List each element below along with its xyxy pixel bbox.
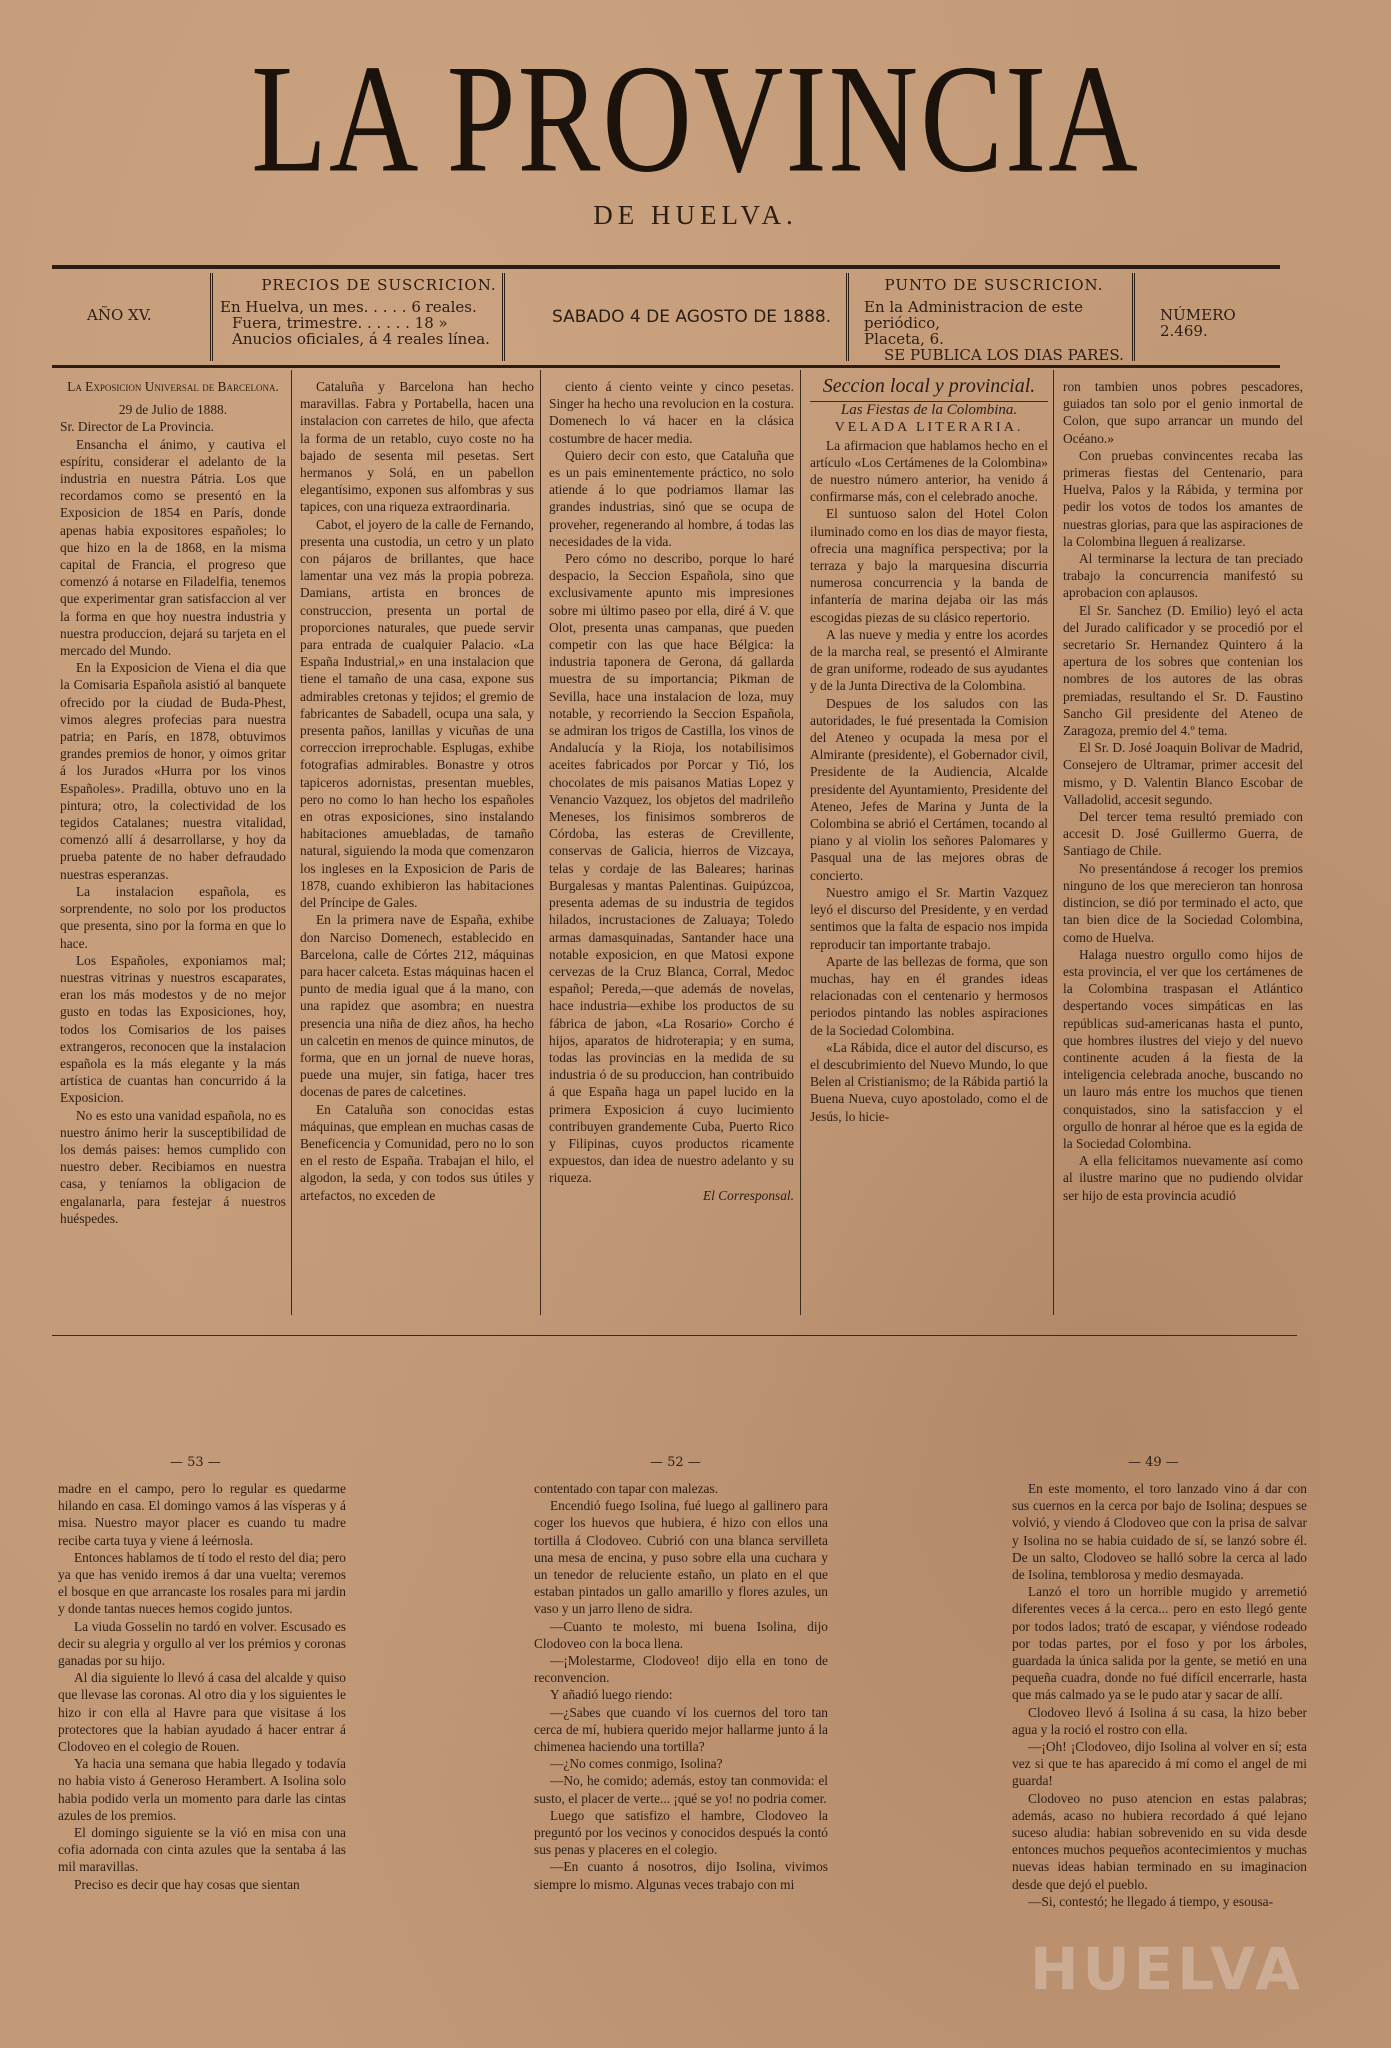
paragraph: Del tercer tema resultó premiado con accesit D. José Guillermo Guerra, de Santiago de Chile. bbox=[1063, 809, 1303, 859]
paragraph: Ensancha el ánimo, y cautiva el espíritu, considerar el adelanto de la industria en nuestra Pátria. Los que recordamos como se presentó en la Exposicion de 1854 en París, donde apenas habia expositores españoles; lo que hizo en la de 1868, en la misma capital de Francia, el progreso que comenzó á notarse en Filadelfia, tenemos que experimentar gran satisfaccion al ver la forma en que hoy nuestra industria y nuestra produccion, dejará su tarjeta en el mercado del Mundo. bbox=[60, 436, 286, 659]
paragraph: A ella felicitamos nuevamente así como al ilustre marino que no pudiendo olvidar ser hijo de esta provincia acudió bbox=[1063, 1153, 1303, 1203]
prices-line: Fuera, trimestre. . . . . . 18 » bbox=[232, 314, 448, 332]
signature: El Corresponsal. bbox=[702, 1187, 794, 1203]
paragraph: La afirmacion que hablamos hecho en el artículo «Los Certámenes de la Colombina» de nuestro número anterior, ha venido á confirmarse más, con el celebrado anoche. bbox=[810, 437, 1048, 505]
point-line: Placeta, 6. bbox=[864, 330, 944, 348]
paragraph: Al dia siguiente lo llevó á casa del alcalde y quiso que llevase las coronas. Al otro dia y los siguientes le hizo ir con ella al Havre para que visitase á los protectores que la habian ayudado á hacer entrar á Clodoveo en el colegio de Rouen. bbox=[58, 1670, 346, 1755]
newspaper-title: LA PROVINCIA bbox=[251, 33, 1140, 205]
paragraph: contentado con tapar con malezas. bbox=[534, 1481, 719, 1496]
paragraph: Cataluña y Barcelona han hecho maravillas. Fabra y Portabella, hacen una instalacion con carretes de hilo, que afecta la forma de un retablo, cuyo coste no ha bajado de sesenta mil pesetas. Sert hermanos y Solá, en un pabellon elegantísimo, exponen sus alfombras y sus tapices, con una riqueza extraordinaria. bbox=[300, 379, 534, 515]
paragraph: —¿No comes conmigo, Isolina? bbox=[550, 1756, 723, 1772]
section-rule bbox=[52, 1335, 1297, 1336]
paragraph: Preciso es decir que hay cosas que sientan bbox=[74, 1876, 300, 1892]
paragraph: Despues de los saludos con las autoridades, le fué presentada la Comision del Ateneo y ocupada la mesa por el Almirante (presidente), el Gobernador civil, Presidente de la Audiencia, Alcalde presidente del Ayuntamiento, Presidente del Ateneo, Jefes de Marina y Junta de la Colombina se abrió el Certámen, tocando al piano y al violin los señores Palomares y Pasqual una de las mejores obras de concierto. bbox=[810, 695, 1048, 883]
divider bbox=[210, 273, 213, 361]
paragraph: Pero cómo no describo, porque lo haré despacio, la Seccion Española, sino que exclusivamente apunto mis impresiones sobre mi último paseo por ella, diré á V. que Olot, presenta unas campanas, que pueden competir con las que hace Bélgica: la industria taponera de Gerona, dá gallarda muestra de su importancia; Pikman de Sevilla, hace una instalacion de loza, muy notable, y recorriendo la Seccion Española, se admiran los trigos de Castilla, los vinos de Andalucía y la Rioja, los notabilisimos aceites fabricados por Porcar y Tió, los chocolates de mis paisanos Matias Lopez y Venancio Vazquez, los objetos del madrileño Meneses, los finisimos sombreros de Córdoba, las esteras de Crevillente, conservas de Galicia, hierros de Vizcaya, telas y cordaje de las Baleares; harinas Burgalesas y mantas Palentinas. Guipúzcoa, presenta ademas de su industria de tegidos hilados, incrustaciones de Zaluaya; Toledo armas damasquinadas, Santander hace una notable exposicion, en que Matosi expone cervezas de la Cruz Blanca, Corral, Medoc español; Pereda,—que además de novelas, hace industria—exhibe los productos de su fábrica de jabon, «La Rosario» Corcho é hijos, aparatos de hidroterapia; y en suma, todas las provincias en la medida de su industria ó de su produccion, han contribuido á que España haga un papel lucido en la primera Exposicion á cuyo lucimiento contribuyen grandemente Cuba, Puerto Rico y Filipinas, cuyos productos ricamente expuestos, dan idea de nuestro adelanto y su riqueza. bbox=[549, 551, 794, 1186]
paragraph: Lanzó el toro un horrible mugido y arremetió diferentes veces á la cerca... pero en esto llegó gente por todos lados; trató de escapar, y viéndose rodeado por todas partes, por el foso y por los árboles, guardada la única salida por la gente, se metió en una pequeña cuadra, donde no fué difícil encerrarle, hasta que más calmado ya se le pudo atar y sacar de allí. bbox=[1012, 1584, 1307, 1703]
column-rule bbox=[800, 370, 801, 1315]
article-heading: La Exposicion Universal de Barcelona. bbox=[67, 379, 279, 394]
info-bar bbox=[52, 265, 1280, 368]
paragraph: Luego que satisfizo el hambre, Clodoveo la preguntó por los vecinos y conocidos después la contó sus penas y placeres en el colegio. bbox=[534, 1807, 828, 1858]
serial-column-3 bbox=[1012, 1480, 1307, 1980]
paragraph: La instalacion española, es sorprendente, no solo por los productos que presenta, sino por la forma en que lo hace. bbox=[60, 883, 286, 951]
paragraph: Y añadió luego riendo: bbox=[550, 1687, 673, 1703]
point-heading: PUNTO DE SUSCRICION. bbox=[884, 276, 1104, 294]
article-column-2 bbox=[300, 378, 534, 1316]
paragraph: El Sr. Sanchez (D. Emilio) leyó el acta del Jurado calificador y se procedió por el secretario Sr. Hernandez Quintero á la apertura de los sobres que contenian los nombres de los autores de las obras premiadas, resultando el Sr. D. Faustino Sancho Gil presidente del Ateneo de Zaragoza, premio del 4.º tema. bbox=[1063, 602, 1303, 739]
divider bbox=[1132, 273, 1135, 361]
prices-line: Anucios oficiales, á 4 reales línea. bbox=[232, 330, 490, 348]
column-rule bbox=[540, 370, 541, 1315]
article-column-3 bbox=[549, 378, 794, 1316]
paragraph: Clodoveo no puso atencion en estas palabras; además, acaso no hubiera recordado á qué lejano suceso aludia: habian sobrevenido en su vida desde entonces muchos pequeños acontecimientos y muchas nuevas ideas habian terminado en su imaginacion desde que dejó el pueblo. bbox=[1012, 1790, 1307, 1892]
paragraph: No presentándose á recoger los premios ninguno de los que merecieron tan honrosa distincion, se dió por terminado el acto, que tan bien dice de la Sociedad Colombina, como de Huelva. bbox=[1063, 860, 1303, 945]
paragraph: —¡Molestarme, Clodoveo! dijo ella en tono de reconvencion. bbox=[534, 1653, 828, 1686]
paragraph: —Cuanto te molesto, mi buena Isolina, dijo Clodoveo con la boca llena. bbox=[534, 1618, 828, 1651]
paragraph: —En cuanto á nosotros, dijo Isolina, vivimos siempre lo mismo. Algunas veces trabajo con mi bbox=[534, 1859, 828, 1892]
point-line: SE PUBLICA LOS DIAS PARES. bbox=[884, 346, 1124, 364]
article-column-1 bbox=[60, 378, 286, 1316]
paragraph: No es esto una vanidad española, no es nuestro ánimo herir la susceptibilidad de los demás paises: hemos cumplido con nuestro deber. Recibiamos en nuestra casa, y teníamos la obligacion de engalanarla, para festejar á nuestros huéspedes. bbox=[60, 1107, 286, 1226]
paragraph: Cabot, el joyero de la calle de Fernando, presenta una custodia, un cetro y un plato con pájaros de brillantes, que hace lamentar una vez más la propia pobreza. Damians, artista en bronces de construccion, presenta un portal de proporciones naturales, que puede servir para entrada de cualquier Palacio. «La España Industrial,» en una instalacion que tiene el tamaño de una casa, expone sus admirables cretonas y tejidos; el gremio de fabricantes de Sabadell, ocupa una sala, y presenta paños, lanillas y vicuñas de una correccion irreprochable. Esplugas, exhibe fotografias admirables. Bonastre y otros tapiceros adornistas, presentan muebles, pero no como lo han hecho los españoles en otras exposiciones, sino instalando habitaciones amuebladas, de tamaño natural, siguiendo la moda que comenzaron los ingleses en la Exposicion de Paris de 1878, cuando exhibieron las habitaciones del Príncipe de Gales. bbox=[300, 516, 534, 911]
paragraph: En este momento, el toro lanzado vino á dar con sus cuernos en la cerca por bajo de Isolina; despues se volvió, y viendo á Clodoveo que con la prisa de salvar y Isolina no se habia cuidado de sí, se lanzó sobre él. De un salto, Clodoveo se halló sobre la cerca al lado de Isolina, temblorosa y medio desmayada. bbox=[1012, 1481, 1307, 1583]
paragraph: —¿Sabes que cuando ví los cuernos del toro tan cerca de mí, hubiera querido mejor hallarme junto á la chimenea haciendo una tortilla? bbox=[534, 1704, 828, 1755]
paragraph: El suntuoso salon del Hotel Colon iluminado como en los dias de mayor fiesta, ofrecia una magnífica perspectiva; por la terraza y bajo la marquesina discurria numerosa concurrencia y la banda de infantería de marina dejaba oir las más escogidas piezas de su clásico repertorio. bbox=[810, 506, 1048, 625]
paragraph: Aparte de las bellezas de forma, que son muchas, hay en él grandes ideas relacionadas con el centenario y hermosos periodos pintando las nobles aspiraciones de la Sociedad Colombina. bbox=[810, 953, 1048, 1038]
paragraph: El Sr. D. José Joaquin Bolivar de Madrid, Consejero de Ultramar, primer accesit del mismo, y D. Valentin Blanco Escobar de Valladolid, accesit segundo. bbox=[1063, 740, 1303, 807]
masthead bbox=[0, 33, 1391, 205]
point-line: En la Administracion de este periódico, bbox=[864, 298, 1084, 332]
paragraph: Al terminarse la lectura de tan preciado trabajo la concurrencia manifestó su aprobacion con aplausos. bbox=[1063, 551, 1303, 601]
paragraph: —¡Oh! ¡Clodoveo, dijo Isolina al volver en sí; esta vez si que te has aparecido á mí como el angel de mi guarda! bbox=[1012, 1739, 1307, 1789]
issue-number: NÚMERO 2.469. bbox=[1160, 306, 1236, 340]
watermark-text: HUELVA bbox=[1030, 1935, 1305, 2003]
paragraph: «La Rábida, dice el autor del discurso, es el descubrimiento del Nuevo Mundo, lo que Belen al Cristianismo; de la Rábida partió la Buena Nueva, cuyo apostolado, como el de Jesús, lo hicie- bbox=[810, 1039, 1048, 1124]
page-number: — 52 — bbox=[650, 1455, 701, 1470]
subscription-point bbox=[864, 277, 1124, 363]
year-label: AÑO XV. bbox=[87, 306, 152, 324]
paragraph: Clodoveo llevó á Isolina á su casa, la hizo beber agua y la roció el rostro con ella. bbox=[1012, 1704, 1307, 1737]
paragraph: madre en el campo, pero lo regular es quedarme hilando en casa. El domingo vamos á las vísperas y á misa. Nuestro mayor placer es cuando tu madre recibe carta tuya y viene á leérnosla. bbox=[58, 1481, 346, 1548]
prices-heading: PRECIOS DE SUSCRICION. bbox=[261, 276, 497, 294]
newspaper-subtitle: DE HUELVA. bbox=[593, 200, 798, 230]
column-rule bbox=[1053, 370, 1054, 1315]
paragraph: Halaga nuestro orgullo como hijos de esta provincia, el ver que los certámenes de la Colombina traspasan el Atlántico despertando voces simpáticas en las repúblicas sud-americanas hasta el punto, que hombres ilustres del viejo y del nuevo continente acuden á la fiesta de la inteligencia celebrada anoche, buscando no un lauro más entre los muchos que tienen conquistados, sino la satisfaccion y el orgullo de honrar al héroe que es la egida de la Sociedad Colombina. bbox=[1063, 946, 1303, 1151]
paragraph: A las nueve y media y entre los acordes de la marcha real, se presentó el Almirante de gran uniforme, rodeado de sus ayudantes y de la Junta Directiva de la Colombina. bbox=[810, 626, 1048, 694]
paragraph: En la Exposicion de Viena el dia que la Comisaria Española asistió al banquete ofrecido por la ciudad de Buda-Phest, vimos alegres profecias para nuestra patria; en París, en 1878, obtuvimos grandes premios de honor, y oimos gritar á los Jurados «Hurra por los vinos Españoles». Pradilla, obtuvo uno en la pintura; otro, la colectividad de los tegidos Catalanes; nuestra vitalidad, comenzó allí á desarrollarse, y hoy da prueba patente de no haber defraudado nuestras esperanzas. bbox=[60, 660, 286, 882]
letter-date: 29 de Julio de 1888. bbox=[118, 402, 228, 418]
section-heading: Seccion local y provincial. bbox=[810, 378, 1048, 402]
page-number: — 53 — bbox=[170, 1455, 221, 1470]
article-column-5 bbox=[1063, 378, 1303, 1316]
prices-block bbox=[220, 277, 538, 347]
paragraph: —Si, contestó; he llegado á tiempo, y esousa- bbox=[1028, 1893, 1274, 1909]
divider bbox=[846, 273, 849, 361]
paragraph: ciento á ciento veinte y cinco pesetas. Singer ha hecho una revolucion en la costura. Domenech lo vá hacer en la clásica costumbre de hacer media. bbox=[549, 379, 794, 446]
letter-salutation: Sr. Director de La Provincia. bbox=[60, 419, 214, 435]
paragraph: ron tambien unos pobres pescadores, guiados tan solo por el genio inmortal de Colon, que supo arrancar un mundo del Océano.» bbox=[1063, 379, 1303, 446]
paragraph: En la primera nave de España, exhibe don Narciso Domenech, establecido en Barcelona, calle de Córtes 212, máquinas para hacer calceta. Estas máquinas hacen el punto de media igual que á la mano, con una rapidez que asombra; en nuestra presencia una niña de diez años, ha hecho un calcetin en menos de quince minutos, de forma, que en un jornal de nueve horas, puede una mujer, sin fatiga, hacer tres docenas de pares de calcetines. bbox=[300, 912, 534, 1100]
paragraph: Entonces hablamos de tí todo el resto del dia; pero ya que has venido iremos á dar una vuelta; veremos el bosque en que arrancaste los rosales para mi jardin y donde tantas nueces hemos cogido juntos. bbox=[58, 1549, 346, 1617]
article-heading: Las Fiestas de la Colombina. bbox=[840, 402, 1018, 419]
column-rule bbox=[291, 370, 292, 1315]
paragraph: La viuda Gosselin no tardó en volver. Escusado es decir su alegria y orgullo al ver los prémios y coronas ganadas por su hijo. bbox=[58, 1618, 346, 1669]
page-number: — 49 — bbox=[1128, 1455, 1179, 1470]
paragraph: El domingo siguiente se la vió en misa con una cofia adornada con cinta azules que la sentaba á las mil maravillas. bbox=[58, 1825, 346, 1875]
serial-column-1 bbox=[58, 1480, 346, 1980]
serial-column-2 bbox=[534, 1480, 828, 1980]
article-subheading: VELADA LITERARIA. bbox=[834, 420, 1024, 436]
archive-watermark bbox=[1030, 1935, 1330, 2015]
paragraph: En Cataluña son conocidas estas máquinas, que emplean en muchas casas de Beneficencia y Comunidad, pero no lo son en el resto de España. Trabajan el hilo, el algodon, la seda, y con todos sus útiles y artefactos, no exceden de bbox=[300, 1101, 534, 1203]
paragraph: Los Españoles, exponiamos mal; nuestras vitrinas y nuestros escaparates, eran los más modestos y de no mejor gusto en todas las Exposiciones, hoy, todos los Comisarios de los paises extrangeros, reconocen que la instalacion española es la más elegante y la más artística de cuantas han concurrido á la Exposicion. bbox=[60, 952, 286, 1106]
paragraph: —No, he comido; además, estoy tan conmovida: el susto, el placer de verte... ¡qué se yo! no podria comer. bbox=[534, 1773, 828, 1806]
issue-date: SABADO 4 DE AGOSTO DE 1888. bbox=[552, 307, 832, 327]
paragraph: Con pruebas convincentes recaba las primeras fiestas del Centenario, para Huelva, Palos y la Rábida, y termina por pedir los votos de todos los amantes de nuestras glorias, para que las aspiraciones de la Colombina lleguen á realizarse. bbox=[1063, 447, 1303, 549]
paragraph: Quiero decir con esto, que Cataluña que es un pais eminentemente práctico, no solo atiende á lo que podriamos llamar las grandes industrias, sinó que se ocupa de proveher, regenerando al hombre, á todas las necesidades de la vida. bbox=[549, 447, 794, 549]
article-column-4 bbox=[810, 378, 1048, 1316]
divider bbox=[502, 273, 505, 361]
prices-line: En Huelva, un mes. . . . . 6 reales. bbox=[220, 298, 477, 316]
paragraph: Encendió fuego Isolina, fué luego al gallinero para coger los huevos que hubiera, é hizo con ellos una tortilla á Clodoveo. Cubrió con una blanca servilleta una mesa de encina, y puso sobre ella una cuchara y un tenedor de reluciente estaño, un plato en el que estaban pintados un gallo amarillo y flores azules, un vaso y un jarro lleno de sidra. bbox=[534, 1498, 828, 1617]
paragraph: Nuestro amigo el Sr. Martin Vazquez leyó el discurso del Presidente, y en verdad sentimos que la falta de espacio nos impida reproducir tan importante trabajo. bbox=[810, 884, 1048, 952]
paragraph: Ya hacia una semana que habia llegado y todavía no habia visto á Generoso Herambert. A Isolina solo habia podido verla un momento para darle las cintas azules de los premios. bbox=[58, 1756, 346, 1823]
